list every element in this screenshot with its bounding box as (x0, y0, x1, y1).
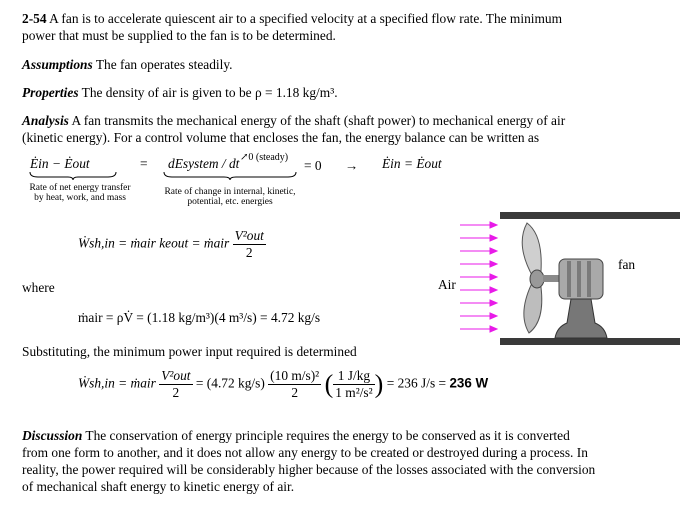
where-label: where (22, 280, 55, 295)
density-value: ρ = 1.18 kg/m³. (254, 85, 338, 100)
substituting-text: Substituting, the minimum power input required is determined (22, 344, 357, 359)
assumptions-label: Assumptions (22, 57, 93, 72)
analysis-line-1: A fan transmits the mechanical energy of the shaft (shaft power) to mechanical energy of air (71, 113, 566, 128)
discussion-label: Discussion (22, 428, 83, 443)
balance-rhs: Ėin = Ėout (382, 156, 442, 171)
discussion-line-2: from one form to another, and it does not allow any energy to be created or destroyed during a process. In (22, 445, 588, 460)
balance-eq-zero: = 0 (304, 158, 322, 173)
eq3-fraction-3 (333, 368, 374, 401)
eq3-fraction-2 (268, 368, 321, 401)
assumptions-text: The fan operates steadily. (95, 57, 233, 72)
discussion-line-4: of mechanical shaft energy to kinetic energy of air. (22, 479, 295, 494)
fan-stand (555, 299, 607, 338)
eq1-numerator: V²out (234, 228, 264, 243)
properties-paragraph (22, 84, 338, 101)
fan-shaft (543, 275, 561, 282)
duct-top-wall (500, 212, 680, 219)
analysis-line-2: (kinetic energy). For a control volume that encloses the fan, the energy balance can be written as (22, 130, 540, 145)
eq3-fraction-1 (159, 368, 192, 401)
balance-arrow: → (345, 158, 359, 173)
properties-text: The density of air is given to be (81, 85, 252, 100)
air-arrows (460, 222, 497, 332)
equation-result (78, 368, 488, 401)
equation-mass-flow: ṁair = ρV̇ = (1.18 kg/m³)(4 m³/s) = 4.72 kg/s (78, 310, 321, 325)
eq3-den-2: 2 (291, 385, 299, 400)
analysis-paragraph (22, 112, 565, 129)
fan-blades (522, 223, 544, 333)
problem-statement (22, 10, 562, 27)
eq3-num-3: 1 J/kg (333, 368, 374, 385)
air-label: Air (438, 277, 456, 292)
discussion-line-3: reality, the power required will be considerably higher because of the losses associated with the conversion (22, 462, 596, 477)
eq3-den-1: 2 (172, 385, 180, 400)
steady-note: ↗0 (steady) (240, 152, 289, 163)
balance-equals: = (140, 156, 148, 171)
balance-lhs: Ėin − Ėout (30, 156, 90, 171)
underbrace-left (28, 171, 118, 181)
eq3-result-bold: 236 W (449, 375, 489, 391)
note-left-line-1: Rate of net energy transfer (29, 183, 131, 193)
eq3-mid: = (4.72 kg/s) (195, 375, 265, 391)
eq1-lhs: Ẇsh,in = ṁair keout = ṁair (78, 235, 230, 251)
note-rate-change (150, 187, 310, 207)
fan-figure (455, 205, 680, 350)
problem-number: 2-54 (22, 11, 47, 26)
eq3-open-paren: ( (324, 369, 334, 399)
eq3-lhs: Ẇsh,in = ṁair (78, 375, 156, 391)
eq1-fraction (233, 228, 266, 261)
properties-label: Properties (22, 85, 79, 100)
note-net-transfer (18, 183, 142, 203)
note-mid-line-1: Rate of change in internal, kinetic, (164, 187, 296, 197)
eq3-num-1: V²out (161, 368, 191, 383)
note-left-line-2: by heat, work, and mass (34, 193, 126, 203)
duct-bottom-wall (500, 338, 680, 345)
equation-shaft-power (78, 228, 266, 261)
statement-line-1: A fan is to accelerate quiescent air to a specified velocity at a specified flow rate. The minimum (49, 11, 563, 26)
eq3-den-3: 1 m²/s² (335, 385, 373, 400)
balance-mid: dEsystem / dt (168, 156, 240, 171)
discussion-line-1: The conservation of energy principle requires the energy to be conserved as it is converted (85, 428, 570, 443)
eq3-num-2: (10 m/s)² (270, 368, 320, 383)
statement-line-2: power that must be supplied to the fan is to be determined. (22, 28, 336, 43)
underbrace-mid (162, 171, 298, 181)
analysis-label: Analysis (22, 113, 69, 128)
eq1-denominator: 2 (245, 245, 253, 260)
assumptions-paragraph (22, 56, 233, 73)
eq3-result: = 236 J/s = (386, 375, 447, 391)
discussion-paragraph (22, 427, 570, 444)
fan-label: fan (618, 257, 636, 272)
eq3-close-paren: ) (374, 369, 384, 399)
note-mid-line-2: potential, etc. energies (187, 197, 273, 207)
